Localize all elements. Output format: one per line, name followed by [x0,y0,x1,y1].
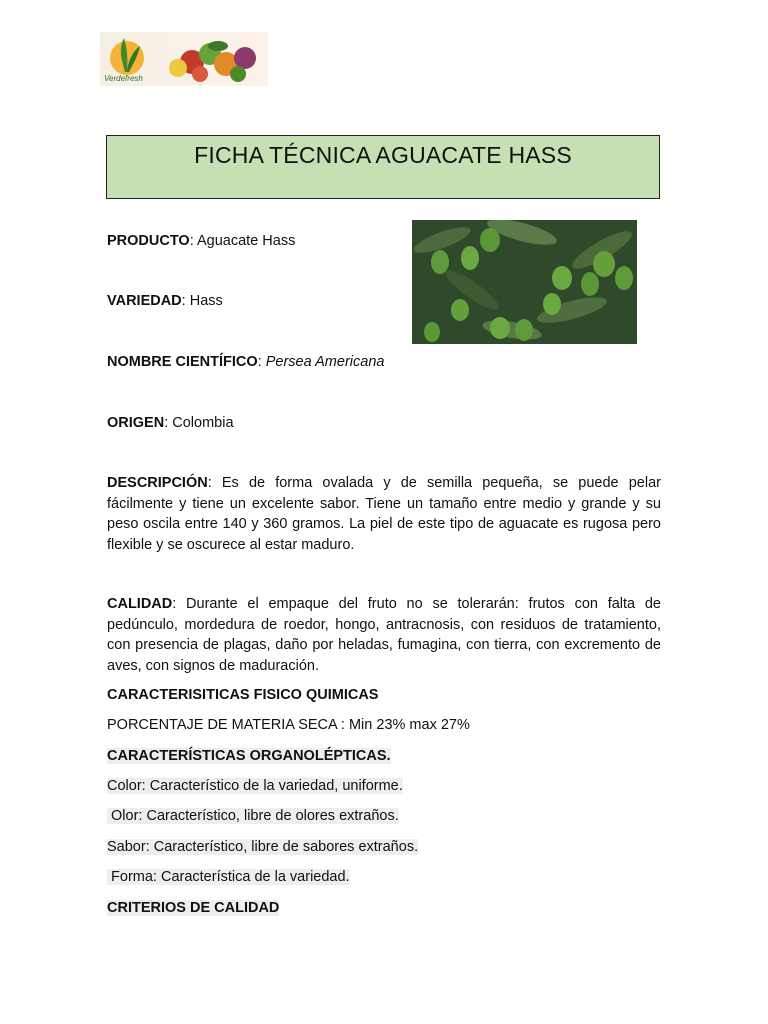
field-origen-value: Colombia [172,415,234,431]
field-nombre-cientifico-value: Persea Americana [265,354,385,370]
field-nombre-cientifico: NOMBRE CIENTÍFICO: Persea Americana [107,354,385,370]
field-producto: PRODUCTO: Aguacate Hass [107,233,296,249]
descripcion-paragraph: DESCRIPCIÓN: Es de forma ovalada y de semilla pequeña, se puede pelar fácilmente y tiene un excelente sabor. Tiene un tamaño entre medio y grande y su peso oscila entre 140 y 360 gramos. La piel de este tipo de aguacate es rugosa pero flexible y se oscurece al estar maduro. [107,475,661,553]
title-box [106,135,660,199]
field-variedad-label: VARIEDAD [107,293,182,309]
avocado-tree-image [412,220,637,344]
logo-brand-text: Verdefresh [104,74,143,83]
calidad-text: Durante el empaque del fruto no se tolerarán: frutos con falta de pedúnculo, mordedura de roedor, hongo, antracnosis, con residuos de tratamiento, con presencia de plagas, daño por heladas, fumagina, con tierra, con excremento de aves, con signos de maduración. [107,596,662,674]
organoleptica-item-forma [107,867,350,887]
field-variedad-value: Hass [189,293,223,309]
organoleptica-item-text: Sabor: Característico, libre de sabores extraños. [107,839,419,855]
field-producto-value: Aguacate Hass [196,233,296,249]
criterios-heading [107,898,279,918]
field-origen: ORIGEN: Colombia [107,415,234,431]
field-producto-label: PRODUCTO [107,233,190,249]
field-origen-label: ORIGEN [107,415,165,431]
calidad-paragraph: CALIDAD: Durante el empaque del fruto no se tolerarán: frutos con falta de pedúnculo, mordedura de roedor, hongo, antracnosis, con residuos de tratamiento, con presencia de plagas, daño por heladas, fumagina, con tierra, con excremento de aves, con signos de maduración. [107,596,662,674]
materia-seca-line: PORCENTAJE DE MATERIA SECA : Min 23% max 27% [107,717,470,733]
field-nombre-cientifico-label: NOMBRE CIENTÍFICO [107,354,258,370]
organoleptica-item-sabor [107,837,418,857]
field-variedad: VARIEDAD: Hass [107,293,223,309]
organoleptica-item-text: Olor: Característico, libre de olores extraños. [107,808,399,824]
organoleptica-item-text: Color: Característico de la variedad, uniforme. [107,778,403,794]
organolepticas-heading [107,746,391,766]
avocado-photo [412,220,637,344]
descripcion-text: Es de forma ovalada y de semilla pequeña, se puede pelar fácilmente y tiene un excelente sabor. Tiene un tamaño entre medio y grande y su peso oscila entre 140 y 360 gramos. La piel de este tipo de aguacate es rugosa pero flexible y se oscurece al estar maduro. [107,475,661,553]
organoleptica-item-text: Forma: Característica de la variedad. [107,869,350,885]
page-title: FICHA TÉCNICA AGUACATE HASS [194,142,572,168]
fisico-quimicas-heading: CARACTERISITICAS FISICO QUIMICAS [107,687,379,703]
organolepticas-heading-text: CARACTERÍSTICAS ORGANOLÉPTICAS. [107,748,391,764]
organoleptica-item-olor [107,806,399,826]
descripcion-label: DESCRIPCIÓN [107,475,208,491]
calidad-label: CALIDAD [107,596,173,612]
company-logo [100,32,268,86]
organoleptica-item-color [107,776,403,796]
criterios-heading-text: CRITERIOS DE CALIDAD [107,900,280,916]
